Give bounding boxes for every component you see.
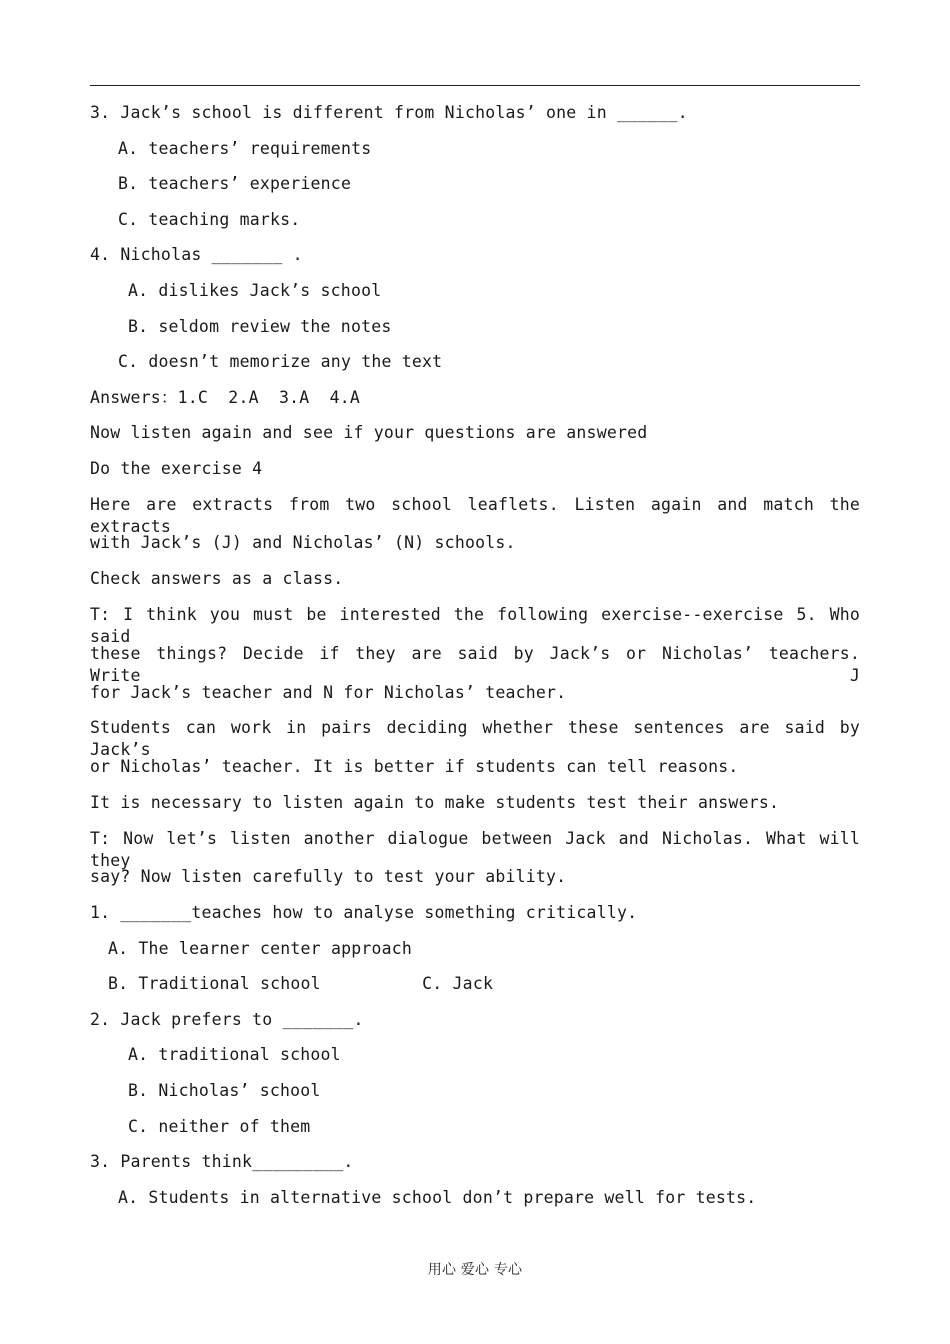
text-line: these things? Decide if they are said by Jack’s or Nicholas’ teachers. Write J [90, 644, 860, 685]
text-line: B. Nicholas’ school [128, 1081, 321, 1100]
text-line: T: Now let’s listen another dialogue between Jack and Nicholas. What will they [90, 829, 860, 870]
text-line: or Nicholas’ teacher. It is better if students can tell reasons. [90, 757, 739, 776]
text-line: B. Traditional school C. Jack [108, 974, 494, 993]
text-line: It is necessary to listen again to make students test their answers. [90, 793, 780, 812]
text-line: Do the exercise 4 [90, 459, 263, 478]
header-rule [90, 85, 860, 86]
text-line: Here are extracts from two school leaflets. Listen again and match the extracts [90, 495, 860, 536]
text-line: A. Students in alternative school don’t prepare well for tests. [118, 1188, 757, 1207]
text-line: with Jack’s (J) and Nicholas’ (N) schools. [90, 533, 516, 552]
text-line: C. teaching marks. [118, 210, 301, 229]
text-line: 1. _______teaches how to analyse something critically. [90, 903, 638, 922]
text-line: B. teachers’ experience [118, 174, 352, 193]
text-line: C. neither of them [128, 1117, 311, 1136]
text-line: 3. Parents think_________. [90, 1152, 354, 1171]
text-line: T: I think you must be interested the following exercise--exercise 5. Who said [90, 605, 860, 646]
text-line: Students can work in pairs deciding whether these sentences are said by Jack’s [90, 718, 860, 759]
text-line: C. doesn’t memorize any the text [118, 352, 443, 371]
page-footer: 用心 爱心 专心 [427, 1262, 523, 1278]
text-line: A. The learner center approach [108, 939, 413, 958]
text-line: 2. Jack prefers to _______. [90, 1010, 364, 1029]
text-line: B. seldom review the notes [128, 317, 392, 336]
text-line: A. dislikes Jack’s school [128, 281, 382, 300]
text-line: 4. Nicholas _______ . [90, 245, 303, 264]
text-line: Check answers as a class. [90, 569, 344, 588]
text-line: Now listen again and see if your questions are answered [90, 423, 648, 442]
text-line: 3. Jack’s school is different from Nicholas’ one in ______. [90, 103, 688, 122]
text-line: Answers：1.C 2.A 3.A 4.A [90, 388, 361, 407]
text-line: A. traditional school [128, 1045, 341, 1064]
text-line: say? Now listen carefully to test your ability. [90, 867, 567, 886]
text-line: for Jack’s teacher and N for Nicholas’ teacher. [90, 683, 567, 702]
text-line: A. teachers’ requirements [118, 139, 372, 158]
